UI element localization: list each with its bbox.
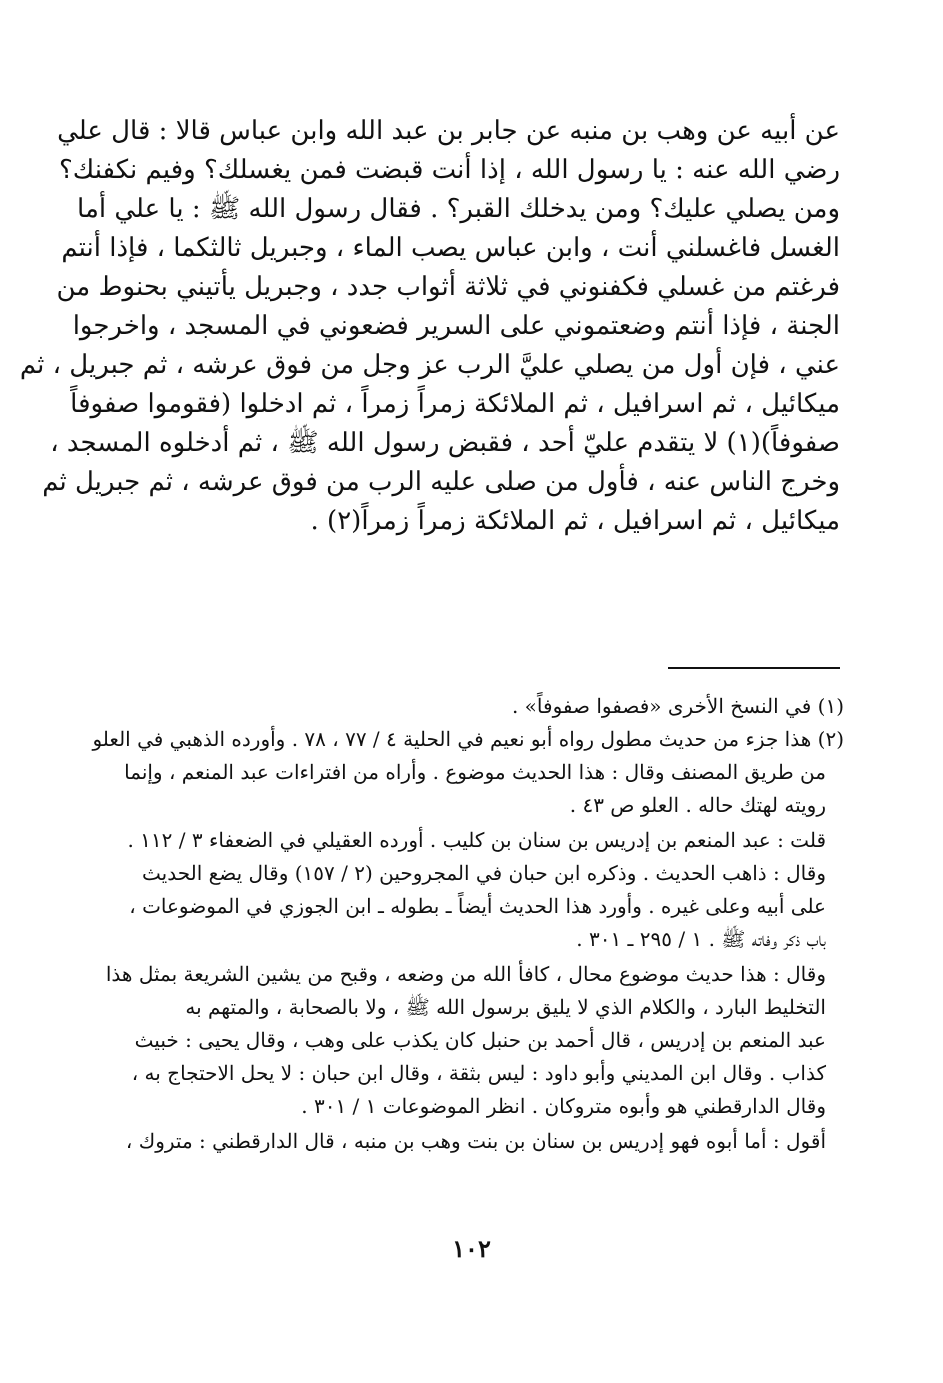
footnote-2-line: قلت : عبد المنعم بن إدريس بن سنان بن كليب . أورده العقيلي في الضعفاء ٣ / ١١٢ .: [127, 828, 826, 852]
main-text-line: عن أبيه عن وهب بن منبه عن جابر بن عبد الله وابن عباس قالا : قال علي: [57, 116, 840, 146]
footnote-2-line: عبد المنعم بن إدريس ، قال أحمد بن حنبل كان يكذب على وهب ، وقال يحيى : خبيث: [134, 1028, 826, 1052]
footnote-2-line: على أبيه وعلى غيره . وأورد هذا الحديث أيضاً ـ بطوله ـ ابن الجوزي في الموضوعات ،: [129, 894, 826, 918]
footnote-2-line: (٢) هذا جزء من حديث مطول رواه أبو نعيم في الحلية ٤ / ٧٧ ، ٧٨ . وأورده الذهبي في العلو: [92, 727, 844, 751]
footnote-2-line: أقول : أما أبوه فهو إدريس بن سنان بن بنت وهب بن منبه ، قال الدارقطني : متروك ،: [125, 1129, 826, 1153]
page-number: ١٠٢: [452, 1234, 491, 1263]
main-text-block: [19, 112, 840, 541]
main-text-line: الغسل فاغسلني أنت ، وابن عباس يصب الماء ، وجبريل ثالثكما ، فإذا أنتم: [61, 233, 840, 263]
footnote-2-line: وقال : هذا حديث موضوع محال ، كافأ الله من وضعه ، وقبح من يشين الشريعة بمثل هذا: [105, 962, 826, 986]
footnote-2-line: باب ذكر وفاته ﷺ . ١ / ٢٩٥ ـ ٣٠١ .: [576, 927, 826, 951]
main-text-line: عني ، فإن أول من يصلي عليَّ الرب عز وجل من فوق عرشه ، ثم جبريل ، ثم: [19, 350, 840, 380]
main-text-line: صفوفاً)(١) لا يتقدم عليّ أحد ، فقبض رسول الله ﷺ ، ثم أدخلوه المسجد ،: [50, 428, 840, 458]
footnote-divider: [668, 667, 840, 669]
footnote-2-line: كذاب . وقال ابن المديني وأبو داود : ليس بثقة ، وقال ابن حبان : لا يحل الاحتجاج به ،: [131, 1061, 826, 1085]
footnote-2-line: وقال الدارقطني هو وأبوه متروكان . انظر الموضوعات ١ / ٣٠١ .: [301, 1094, 826, 1118]
main-text-line: الجنة ، فإذا أنتم وضعتموني على السرير فضعوني في المسجد ، واخرجوا: [72, 311, 840, 341]
footnote-2-line: التخليط البارد ، والكلام الذي لا يليق برسول الله ﷺ ، ولا بالصحابة ، والمتهم به: [185, 995, 826, 1019]
footnote-2-line: من طريق المصنف وقال : هذا الحديث موضوع . وأراه من افتراءات عبد المنعم ، وإنما: [124, 760, 826, 784]
main-text-line: ومن يصلي عليك؟ ومن يدخلك القبر؟ . فقال رسول الله ﷺ : يا علي أما: [77, 194, 840, 224]
main-text-line: ميكائيل ، ثم اسرافيل ، ثم الملائكة زمراً زمراً(٢) .: [310, 506, 840, 536]
main-text-line: وخرج الناس عنه ، فأول من صلى عليه الرب من فوق عرشه ، ثم جبريل ثم: [42, 467, 840, 497]
main-text-line: رضي الله عنه : يا رسول الله ، إذا أنت قبضت فمن يغسلك؟ وفيم نكفنك؟: [58, 155, 840, 185]
footnote-2-line: وقال : ذاهب الحديث . وذكره ابن حبان في المجروحين (٢ / ١٥٧) وقال يضع الحديث: [141, 861, 826, 885]
main-text-line: ميكائيل ، ثم اسرافيل ، ثم الملائكة زمراً زمراً ، ثم ادخلوا (فقوموا صفوفاً: [70, 389, 840, 419]
footnote-2-line: رويته لهتك حاله . العلو ص ٤٣ .: [569, 793, 826, 817]
footnotes-block: [92, 690, 844, 1158]
footnote-1-line: (١) في النسخ الأخرى «فصفوا صفوفاً» .: [511, 694, 844, 718]
main-text-line: فرغتم من غسلي فكفنوني في ثلاثة أثواب جدد ، وجبريل يأتيني بحنوط من: [56, 272, 840, 302]
